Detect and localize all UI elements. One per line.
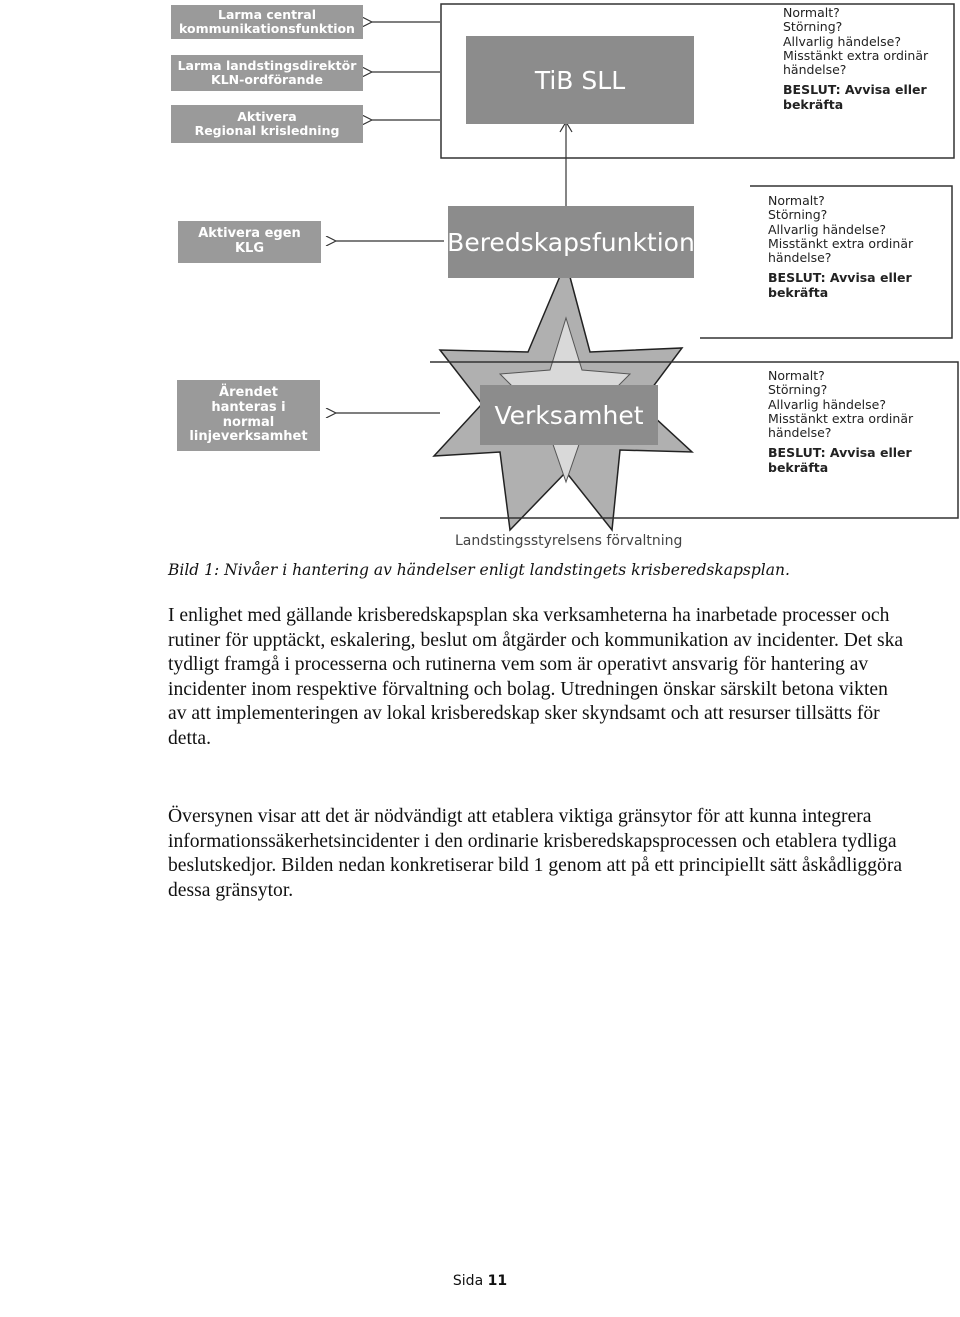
action-aktivera-egen-klg: Aktivera egen KLG: [178, 221, 321, 263]
page-footer: [0, 1273, 960, 1289]
action-aktivera-regional-krisledning: Aktivera Regional krisledning: [171, 105, 363, 143]
level-title-verksamhet: Verksamhet: [480, 385, 658, 445]
decision-text: BESLUT: Avvisa eller bekräfta: [783, 82, 927, 112]
action-larma-landstingsdirektor: Larma landstingsdirektör KLN-ordförande: [171, 55, 363, 91]
body-paragraph: I enlighet med gällande krisberedskapsplan ska verksamheterna ha inarbetade processer och rutiner för upptäckt, eskalering, beslut om åtgärder och kommunikation av incidenter. Det ska tydligt framgå i processerna och rutinerna vem som är operativt ansvarig för hantering av incidenter inom respektive förvaltning och bolag. Utredningen önskar särskilt betona vikten av att implementeringen av lokal krisberedskap sker skyndsamt och att resurser tillsätts för detta.: [168, 605, 904, 749]
decision-text: BESLUT: Avvisa eller bekräfta: [768, 445, 912, 475]
questions-verksamhet: Normalt? Störning? Allvarlig händelse? Misstänkt extra ordinär händelse? BESLUT: Avvisa eller bekräfta: [768, 369, 948, 475]
action-arendet-normal-linjeverksamhet: Ärendet hanteras i normal linjeverksamhet: [177, 380, 320, 451]
questions-beredskap: Normalt? Störning? Allvarlig händelse? Misstänkt extra ordinär händelse? BESLUT: Avvisa eller bekräfta: [768, 194, 948, 300]
action-larma-central: Larma central kommunikationsfunktion: [171, 5, 363, 39]
decision-text: BESLUT: Avvisa eller bekräfta: [768, 270, 912, 300]
questions-tib: Normalt? Störning? Allvarlig händelse? Misstänkt extra ordinär händelse? BESLUT: Avvisa eller bekräfta: [783, 6, 951, 112]
level-title-tib-sll: TiB SLL: [466, 36, 694, 124]
escalation-diagram: [0, 0, 960, 560]
org-label: Landstingsstyrelsens förvaltning: [455, 533, 683, 549]
level-title-beredskapsfunktion: Beredskapsfunktion: [448, 206, 694, 278]
body-paragraph: Översynen visar att det är nödvändigt att etablera viktiga gränsytor för att kunna integrera informationssäkerhetsincidenter i den ordinarie krisberedskapsprocessen och etablera tydliga beslutskedjor. Bilden nedan konkretiserar bild 1 genom att på ett principiellt sätt åskådliggöra dessa gränsytor.: [168, 806, 903, 901]
page-label: Sida: [452, 1273, 484, 1289]
figure-caption: Bild 1: Nivåer i hantering av händelser enligt landstingets krisberedskapsplan.: [168, 561, 790, 579]
page-number: 11: [487, 1273, 508, 1289]
